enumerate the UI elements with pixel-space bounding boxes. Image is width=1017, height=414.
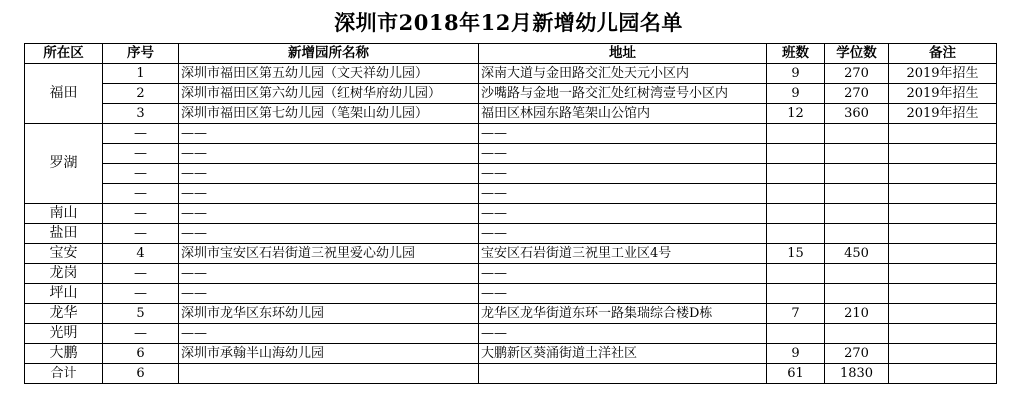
seat-count: 450	[825, 244, 889, 264]
total-classes: 61	[767, 364, 825, 384]
kindergarten-list-table	[24, 43, 997, 384]
district-cell: 福田	[25, 64, 103, 124]
kindergarten-address: ——	[479, 224, 767, 244]
total-label: 合计	[25, 364, 103, 384]
seat-count: 360	[825, 104, 889, 124]
kindergarten-name: ——	[179, 264, 479, 284]
kindergarten-name: 深圳市福田区第七幼儿园（笔架山幼儿园）	[179, 104, 479, 124]
seat-count: 270	[825, 84, 889, 104]
row-note	[889, 184, 997, 204]
table-row	[25, 224, 997, 244]
total-name-cell	[179, 364, 479, 384]
total-count: 6	[103, 364, 179, 384]
kindergarten-name: 深圳市承翰半山海幼儿园	[179, 344, 479, 364]
kindergarten-address: ——	[479, 124, 767, 144]
class-count	[767, 184, 825, 204]
table-row	[25, 84, 997, 104]
district-cell: 宝安	[25, 244, 103, 264]
seat-count: 210	[825, 304, 889, 324]
row-number: 6	[103, 344, 179, 364]
row-note	[889, 244, 997, 264]
class-count: 12	[767, 104, 825, 124]
class-count	[767, 204, 825, 224]
row-number: 2	[103, 84, 179, 104]
seat-count	[825, 184, 889, 204]
kindergarten-address: ——	[479, 324, 767, 344]
table-row	[25, 104, 997, 124]
row-number: —	[103, 144, 179, 164]
row-note	[889, 164, 997, 184]
district-cell: 盐田	[25, 224, 103, 244]
district-cell: 龙岗	[25, 264, 103, 284]
seat-count	[825, 224, 889, 244]
row-note	[889, 304, 997, 324]
district-cell: 南山	[25, 204, 103, 224]
total-row	[25, 364, 997, 384]
seat-count	[825, 204, 889, 224]
row-number: —	[103, 204, 179, 224]
class-count	[767, 144, 825, 164]
seat-count	[825, 124, 889, 144]
district-cell: 大鹏	[25, 344, 103, 364]
header-row	[25, 44, 997, 64]
table-row	[25, 144, 997, 164]
kindergarten-address: ——	[479, 144, 767, 164]
kindergarten-name: ——	[179, 284, 479, 304]
row-number: —	[103, 164, 179, 184]
class-count: 9	[767, 64, 825, 84]
row-note: 2019年招生	[889, 84, 997, 104]
row-note	[889, 284, 997, 304]
kindergarten-name: ——	[179, 164, 479, 184]
class-count	[767, 124, 825, 144]
class-count	[767, 284, 825, 304]
header-number: 序号	[103, 44, 179, 64]
row-number: —	[103, 264, 179, 284]
district-cell: 龙华	[25, 304, 103, 324]
kindergarten-address: ——	[479, 264, 767, 284]
row-number: 3	[103, 104, 179, 124]
header-address: 地址	[479, 44, 767, 64]
table-row	[25, 124, 997, 144]
row-number: 4	[103, 244, 179, 264]
class-count: 15	[767, 244, 825, 264]
class-count	[767, 264, 825, 284]
kindergarten-address: 大鹏新区葵涌街道土洋社区	[479, 344, 767, 364]
kindergarten-address: ——	[479, 204, 767, 224]
class-count	[767, 164, 825, 184]
table-row	[25, 244, 997, 264]
kindergarten-name: 深圳市福田区第五幼儿园（文天祥幼儿园）	[179, 64, 479, 84]
seat-count	[825, 264, 889, 284]
table-row	[25, 164, 997, 184]
row-note	[889, 264, 997, 284]
total-note	[889, 364, 997, 384]
total-address-cell	[479, 364, 767, 384]
class-count: 9	[767, 84, 825, 104]
header-classes: 班数	[767, 44, 825, 64]
row-note	[889, 124, 997, 144]
kindergarten-name: 深圳市龙华区东环幼儿园	[179, 304, 479, 324]
kindergarten-address: 沙嘴路与金地一路交汇处红树湾壹号小区内	[479, 84, 767, 104]
row-number: 5	[103, 304, 179, 324]
table-row	[25, 184, 997, 204]
total-seats: 1830	[825, 364, 889, 384]
district-cell: 光明	[25, 324, 103, 344]
header-district: 所在区	[25, 44, 103, 64]
seat-count	[825, 284, 889, 304]
row-note	[889, 204, 997, 224]
class-count: 9	[767, 344, 825, 364]
row-number: 1	[103, 64, 179, 84]
kindergarten-address: ——	[479, 184, 767, 204]
row-number: —	[103, 284, 179, 304]
table-row	[25, 284, 997, 304]
kindergarten-address: 福田区林园东路笔架山公馆内	[479, 104, 767, 124]
table-row	[25, 64, 997, 84]
seat-count	[825, 324, 889, 344]
kindergarten-name: ——	[179, 204, 479, 224]
table-body	[25, 64, 997, 364]
kindergarten-name: ——	[179, 124, 479, 144]
kindergarten-name: ——	[179, 184, 479, 204]
class-count	[767, 224, 825, 244]
kindergarten-name: 深圳市宝安区石岩街道三祝里爱心幼儿园	[179, 244, 479, 264]
class-count: 7	[767, 304, 825, 324]
seat-count: 270	[825, 64, 889, 84]
district-cell: 罗湖	[25, 124, 103, 204]
row-number: —	[103, 184, 179, 204]
row-number: —	[103, 224, 179, 244]
table-row	[25, 264, 997, 284]
page-title: 深圳市2018年12月新增幼儿园名单	[334, 10, 683, 35]
header-note: 备注	[889, 44, 997, 64]
table-row	[25, 304, 997, 324]
kindergarten-address: 深南大道与金田路交汇处天元小区内	[479, 64, 767, 84]
row-number: —	[103, 324, 179, 344]
kindergarten-address: ——	[479, 284, 767, 304]
table-row	[25, 324, 997, 344]
kindergarten-name: ——	[179, 324, 479, 344]
row-note	[889, 144, 997, 164]
header-seats: 学位数	[825, 44, 889, 64]
district-cell: 坪山	[25, 284, 103, 304]
row-note	[889, 324, 997, 344]
table-row	[25, 204, 997, 224]
row-note: 2019年招生	[889, 64, 997, 84]
seat-count: 270	[825, 344, 889, 364]
kindergarten-name: 深圳市福田区第六幼儿园（红树华府幼儿园）	[179, 84, 479, 104]
header-name: 新增园所名称	[179, 44, 479, 64]
seat-count	[825, 144, 889, 164]
kindergarten-address: ——	[479, 164, 767, 184]
kindergarten-name: ——	[179, 144, 479, 164]
row-note	[889, 344, 997, 364]
class-count	[767, 324, 825, 344]
table-row	[25, 344, 997, 364]
row-note: 2019年招生	[889, 104, 997, 124]
kindergarten-address: 龙华区龙华街道东环一路集瑞综合楼D栋	[479, 304, 767, 324]
row-note	[889, 224, 997, 244]
seat-count	[825, 164, 889, 184]
row-number: —	[103, 124, 179, 144]
kindergarten-name: ——	[179, 224, 479, 244]
kindergarten-address: 宝安区石岩街道三祝里工业区4号	[479, 244, 767, 264]
